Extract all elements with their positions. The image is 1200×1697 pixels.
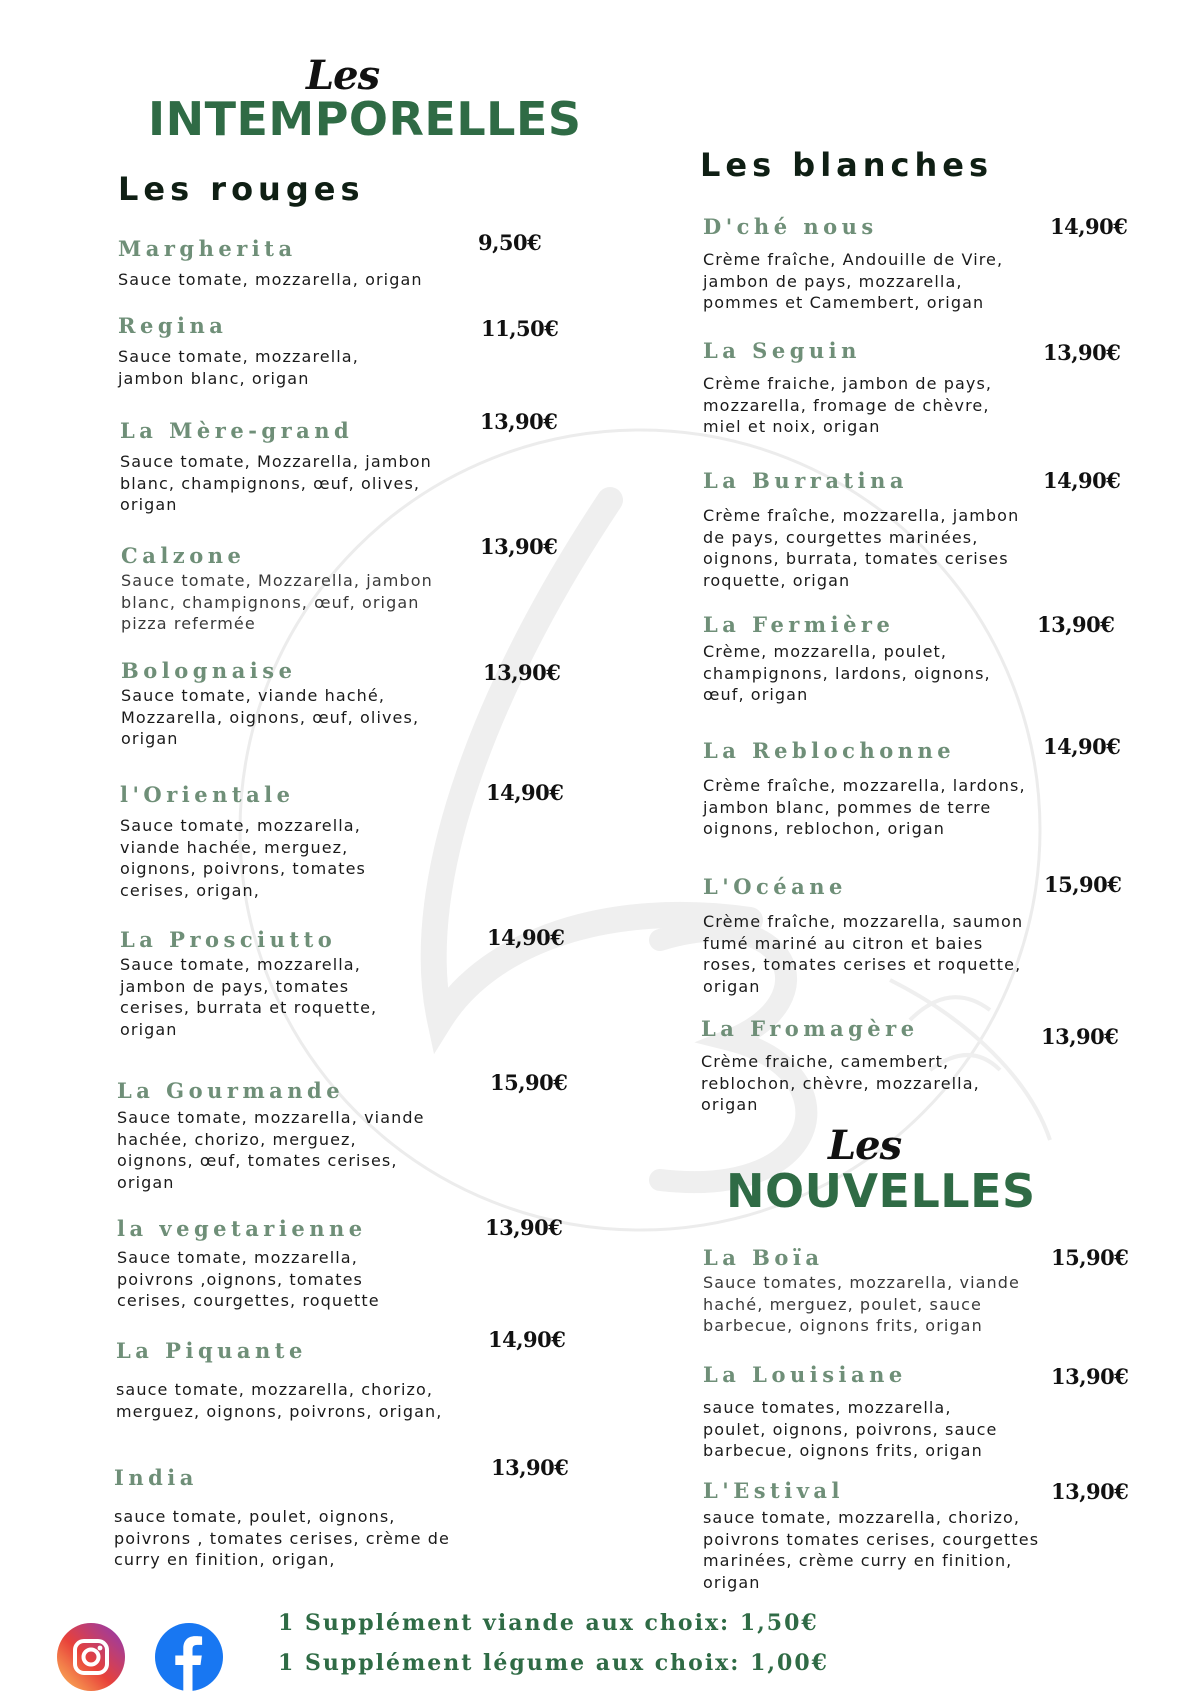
item-price: 13,90€: [1043, 340, 1121, 365]
item-name: L'Océane: [703, 874, 847, 899]
item-price: 15,90€: [490, 1070, 568, 1095]
supplement-vegetable: 1 Supplément légume aux choix: 1,00€: [278, 1650, 829, 1676]
item-name: La Prosciutto: [120, 927, 337, 952]
item-name: La Gourmande: [117, 1078, 345, 1103]
item-price: 15,90€: [1051, 1245, 1129, 1270]
menu-item-calzone: [121, 543, 433, 635]
item-price: 14,90€: [487, 925, 565, 950]
item-name: La Burratina: [703, 468, 908, 493]
item-desc: sauce tomates, mozzarella, poulet, oignons, poivrons, sauce barbecue, oignons frits, origan: [703, 1398, 998, 1460]
item-desc: Crème fraîche, mozzarella, saumon fumé mariné au citron et baies roses, tomates cerises et roquette, origan: [703, 912, 1024, 996]
item-desc: Crème fraîche, mozzarella, lardons, jambon blanc, pommes de terre oignons, reblochon, origan: [703, 776, 1026, 838]
menu-item-burratina: [703, 468, 1019, 591]
item-desc: Crème fraiche, camembert, reblochon, chèvre, mozzarella, origan: [701, 1052, 980, 1114]
menu-item-boia: [703, 1245, 1020, 1337]
item-name: La Louisiane: [703, 1362, 907, 1387]
item-desc: Sauce tomate, mozzarella, viande hachée, chorizo, merguez, oignons, œuf, tomates cerises, origan: [117, 1108, 425, 1192]
section-title-rouges: Les rouges: [118, 170, 365, 208]
menu-item-margherita: [118, 236, 423, 291]
item-desc: Sauce tomate, mozzarella, viande hachée, merguez, oignons, poivrons, tomates cerises, origan,: [120, 816, 366, 900]
item-price: 13,90€: [480, 534, 558, 559]
item-price: 9,50€: [478, 230, 542, 255]
nouvelles-script: Les: [828, 1122, 902, 1169]
item-desc: Sauce tomate, mozzarella, poivrons ,oignons, tomates cerises, courgettes, roquette: [117, 1248, 380, 1310]
item-price: 13,90€: [1037, 612, 1115, 637]
item-price: 14,90€: [1043, 734, 1121, 759]
section-title-blanches: Les blanches: [700, 146, 994, 184]
item-price: 14,90€: [1043, 468, 1121, 493]
menu-item-orientale: [120, 782, 366, 901]
facebook-icon[interactable]: [155, 1623, 223, 1691]
menu-item-bolognaise: [121, 658, 419, 750]
item-desc: sauce tomate, mozzarella, chorizo, merguez, oignons, poivrons, origan,: [116, 1380, 443, 1421]
item-price: 13,90€: [1051, 1479, 1129, 1504]
item-name: La Mère-grand: [120, 418, 354, 443]
item-desc: Crème fraiche, jambon de pays, mozzarella, fromage de chèvre, miel et noix, origan: [703, 374, 993, 436]
item-price: 13,90€: [480, 409, 558, 434]
intemporelles-title: INTEMPORELLES: [148, 92, 582, 146]
item-desc: Sauce tomate, viande haché, Mozzarella, oignons, œuf, olives, origan: [121, 686, 420, 748]
item-price: 13,90€: [485, 1215, 563, 1240]
menu-item-vegetarienne: [117, 1216, 380, 1312]
item-name: La Piquante: [116, 1338, 307, 1363]
item-name: Regina: [118, 313, 228, 338]
item-desc: Crème fraîche, mozzarella, jambon de pays, courgettes marinées, oignons, burrata, tomates cerises roquette, origan: [703, 506, 1020, 590]
item-name: La Seguin: [703, 338, 861, 363]
item-price: 11,50€: [481, 316, 559, 341]
menu-item-oceane: [703, 874, 1023, 997]
item-name: L'Estival: [703, 1478, 844, 1503]
supplement-meat: 1 Supplément viande aux choix: 1,50€: [278, 1610, 819, 1636]
item-name: La Boïa: [703, 1245, 824, 1270]
item-desc: Crème fraîche, Andouille de Vire, jambon de pays, mozzarella, pommes et Camembert, origan: [703, 250, 1004, 312]
item-name: l'Orientale: [120, 782, 295, 807]
item-name: Calzone: [121, 543, 246, 568]
item-name: la vegetarienne: [117, 1216, 367, 1241]
item-price: 13,90€: [1051, 1364, 1129, 1389]
menu-item-seguin: [703, 338, 992, 438]
item-desc: Sauce tomate, mozzarella, origan: [118, 270, 423, 289]
menu-item-piquante: [116, 1338, 442, 1422]
intemporelles-script: Les: [306, 52, 380, 99]
item-price: 13,90€: [1041, 1024, 1119, 1049]
item-desc: Sauce tomate, mozzarella, jambon de pays, tomates cerises, burrata et roquette, origan: [120, 955, 378, 1039]
item-name: La Reblochonne: [703, 738, 956, 763]
item-name: Margherita: [118, 236, 297, 261]
menu-item-prosciutto: [120, 927, 377, 1040]
item-name: D'ché nous: [703, 214, 878, 239]
item-desc: Sauce tomates, mozzarella, viande haché, merguez, poulet, sauce barbecue, oignons frits, origan: [703, 1273, 1020, 1335]
menu-item-dche-nous: [703, 214, 1003, 314]
menu-item-regina: [118, 313, 359, 389]
item-price: 15,90€: [1044, 872, 1122, 897]
item-desc: sauce tomate, poulet, oignons, poivrons , tomates cerises, crème de curry en finition, origan,: [114, 1507, 450, 1569]
item-name: La Fromagère: [701, 1016, 919, 1041]
item-price: 13,90€: [491, 1455, 569, 1480]
item-name: La Fermière: [703, 612, 895, 637]
menu-item-fermiere: [703, 612, 991, 706]
item-desc: Sauce tomate, Mozzarella, jambon blanc, champignons, œuf, olives, origan: [120, 452, 432, 514]
item-price: 14,90€: [486, 780, 564, 805]
item-price: 14,90€: [488, 1327, 566, 1352]
item-desc: Crème, mozzarella, poulet, champignons, lardons, oignons, œuf, origan: [703, 642, 991, 704]
item-name: Bolognaise: [121, 658, 297, 683]
item-desc: Sauce tomate, mozzarella, jambon blanc, origan: [118, 347, 359, 388]
menu-item-estival: [703, 1478, 1039, 1593]
menu-item-reblochonne: [703, 738, 1026, 840]
menu-item-louisiane: [703, 1362, 997, 1462]
item-name: India: [114, 1465, 198, 1490]
item-price: 13,90€: [483, 660, 561, 685]
nouvelles-title: NOUVELLES: [726, 1164, 1036, 1218]
instagram-icon[interactable]: [57, 1623, 125, 1691]
item-price: 14,90€: [1050, 214, 1128, 239]
menu-item-india: [114, 1465, 450, 1571]
menu-item-fromagere: [701, 1016, 980, 1116]
item-desc: Sauce tomate, Mozzarella, jambon blanc, champignons, œuf, origan pizza refermée: [121, 571, 433, 633]
item-desc: sauce tomate, mozzarella, chorizo, poivrons tomates cerises, courgettes marinées, crème curry en finition, origan: [703, 1508, 1040, 1592]
menu-item-gourmande: [117, 1078, 425, 1193]
menu-item-la-mere-grand: [120, 418, 432, 516]
